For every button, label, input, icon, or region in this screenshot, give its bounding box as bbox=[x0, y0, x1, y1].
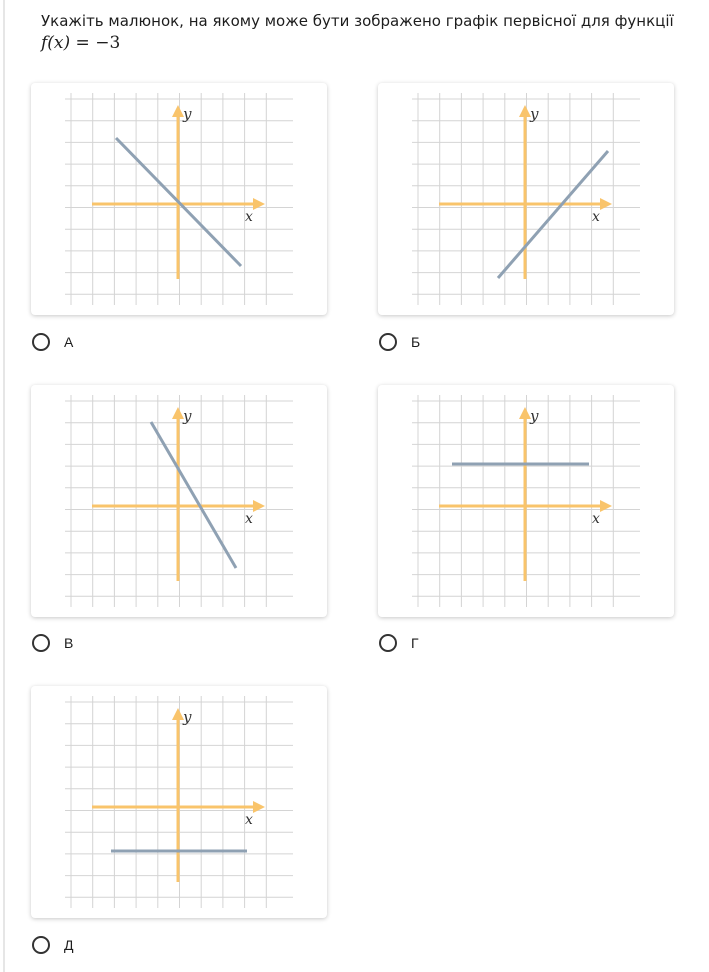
option-b-label: Б bbox=[411, 334, 421, 350]
axes bbox=[92, 407, 265, 581]
option-d[interactable] bbox=[32, 933, 73, 957]
radio-d[interactable] bbox=[32, 936, 50, 954]
option-v-label: В bbox=[64, 635, 74, 651]
graph-card-v[interactable] bbox=[31, 385, 327, 617]
x-axis-label: x bbox=[245, 812, 253, 828]
axes bbox=[92, 708, 265, 882]
radio-b[interactable] bbox=[379, 333, 397, 351]
y-axis-label: y bbox=[183, 708, 192, 726]
formula-eq: = bbox=[70, 33, 96, 53]
graph-card-g[interactable] bbox=[378, 385, 674, 617]
x-axis-label: x bbox=[245, 209, 253, 225]
radio-v[interactable] bbox=[32, 634, 50, 652]
x-axis-arrow bbox=[253, 500, 265, 512]
formula-lhs: f(x) bbox=[41, 33, 71, 53]
left-border bbox=[3, 0, 5, 972]
option-d-label: Д bbox=[64, 937, 74, 953]
question-statement: Укажіть малюнок, на якому може бути зображено графік первісної для функції bbox=[41, 12, 674, 30]
axes bbox=[439, 105, 612, 279]
graph-a bbox=[31, 83, 327, 315]
x-axis-label: x bbox=[592, 511, 600, 527]
question-formula bbox=[41, 32, 691, 54]
graph-d bbox=[31, 686, 327, 918]
axes bbox=[92, 105, 265, 279]
graph-b bbox=[378, 83, 674, 315]
graph-card-b[interactable] bbox=[378, 83, 674, 315]
x-axis-label: x bbox=[592, 209, 600, 225]
question-text bbox=[41, 10, 691, 54]
option-a[interactable] bbox=[32, 330, 73, 354]
x-axis-label: x bbox=[245, 511, 253, 527]
radio-g[interactable] bbox=[379, 634, 397, 652]
x-axis-arrow bbox=[253, 198, 265, 210]
formula-rhs: −3 bbox=[95, 33, 121, 53]
radio-a[interactable] bbox=[32, 333, 50, 351]
y-axis-label: y bbox=[183, 407, 192, 425]
graph-card-a[interactable] bbox=[31, 83, 327, 315]
graph-v bbox=[31, 385, 327, 617]
graph-g bbox=[378, 385, 674, 617]
option-v[interactable] bbox=[32, 631, 73, 655]
x-axis-arrow bbox=[600, 500, 612, 512]
x-axis-arrow bbox=[253, 801, 265, 813]
option-g-label: Г bbox=[411, 635, 419, 651]
axes bbox=[439, 407, 612, 581]
option-b[interactable] bbox=[379, 330, 420, 354]
x-axis-arrow bbox=[600, 198, 612, 210]
y-axis-label: y bbox=[530, 407, 539, 425]
y-axis-label: y bbox=[530, 105, 539, 123]
option-g[interactable] bbox=[379, 631, 419, 655]
graph-card-d[interactable] bbox=[31, 686, 327, 918]
option-a-label: А bbox=[64, 334, 74, 350]
y-axis-label: y bbox=[183, 105, 192, 123]
